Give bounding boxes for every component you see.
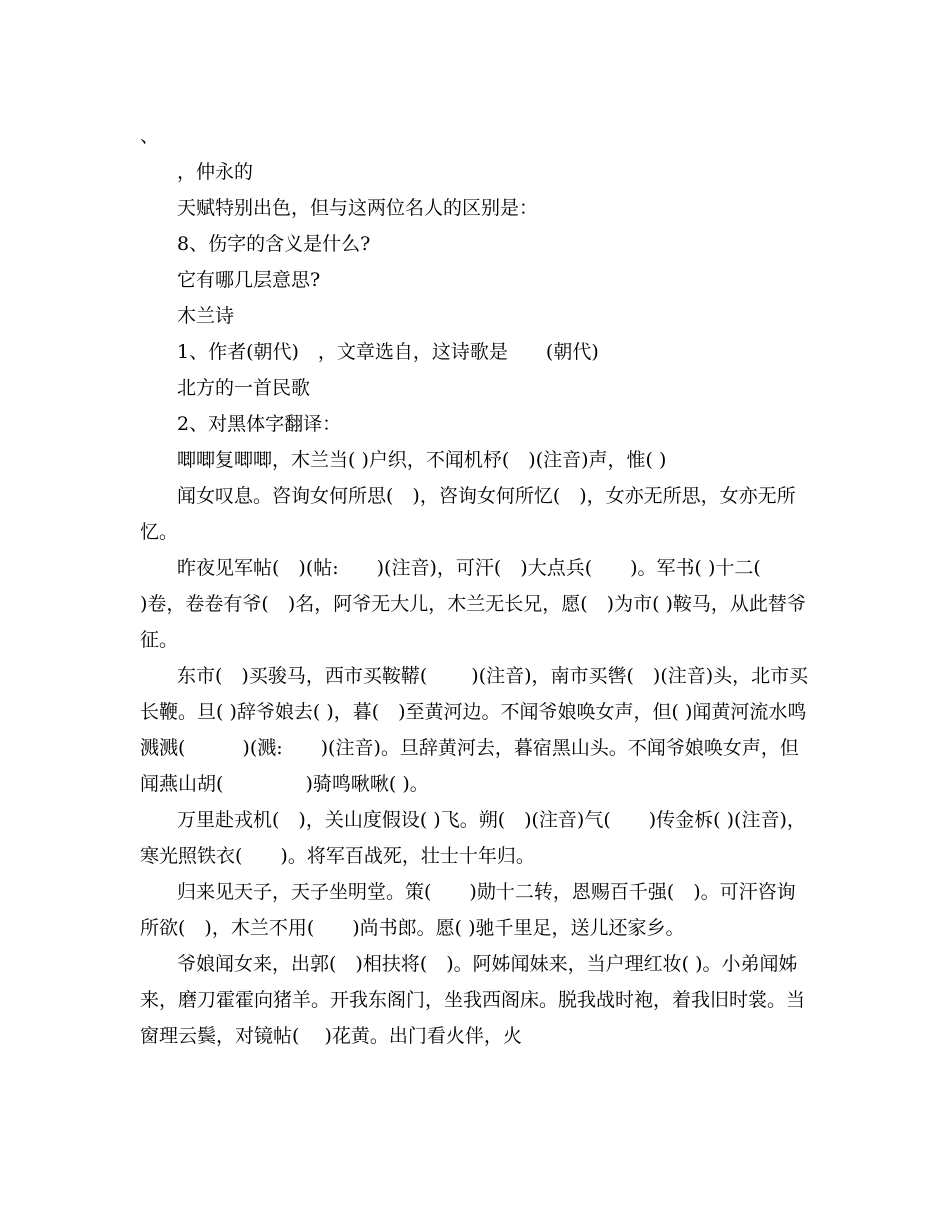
poem-paragraph-4: 万里赴戎机( )，关山度假设( )飞。朔( )(注音)气( )传金柝( )(注音)，寒光照铁衣( )。将军百战死，壮士十年归。	[140, 809, 806, 867]
question-8: 8、伤字的含义是什么?	[177, 233, 371, 255]
question-2: 2、对黑体字翻译：	[177, 413, 342, 435]
poem-paragraph-5: 归来见天子，天子坐明堂。策( )勋十二转，恩赐百千强( )。可汗咨询所欲( )，木兰不用( )尚书郎。愿( )驰千里足，送儿还家乡。	[140, 881, 796, 939]
question-8-follow-up: 它有哪几层意思?	[177, 269, 321, 291]
poem-paragraph-1: 闻女叹息。咨询女何所思( )，咨询女何所忆( )，女亦无所思，女亦无所忆。	[140, 485, 796, 543]
poem-paragraph-2: 昨夜见军帖( )(帖: )(注音)，可汗( )大点兵( )。军书( )十二( )卷，卷卷有爷( )名，阿爷无大儿，木兰无长兄，愿( )为市( )鞍马，从此替爷征。	[140, 557, 806, 651]
question-1: 1、作者(朝代) ，文章选自，这诗歌是 (朝代)	[177, 341, 599, 363]
section-title-mulan: 木兰诗	[177, 305, 235, 327]
poem-line-1: 唧唧复唧唧，木兰当( )户织，不闻机杼( )(注音)声，惟( )	[177, 449, 667, 471]
question-1-answer-line: 北方的一首民歌	[177, 377, 311, 399]
document-body	[140, 118, 812, 1054]
text-line-talent: 天赋特别出色，但与这两位名人的区别是：	[177, 197, 539, 219]
punctuation-mark: 、	[140, 125, 160, 147]
text-line-zhongyong: ，仲永的	[177, 161, 254, 183]
poem-paragraph-3: 东市( )买骏马，西市买鞍鞯( )(注音)，南市买辔( )(注音)头，北市买长鞭。旦( )辞爷娘去( )，暮( )至黄河边。不闻爷娘唤女声，但( )闻黄河流水鸣溅溅( )(溅: )(注音)。旦辞黄河去，暮宿黑山头。不闻爷娘唤女声，但闻燕山胡( )骑鸣啾啾( )。	[140, 665, 809, 795]
poem-paragraph-6: 爷娘闻女来，出郭( )相扶将( )。阿姊闻妹来，当户理红妆( )。小弟闻姊来，磨刀霍霍向猪羊。开我东阁门，坐我西阁床。脱我战时袍，着我旧时裳。当窗理云鬓，对镜帖( )花黄。出门看火伴，火	[140, 953, 806, 1047]
